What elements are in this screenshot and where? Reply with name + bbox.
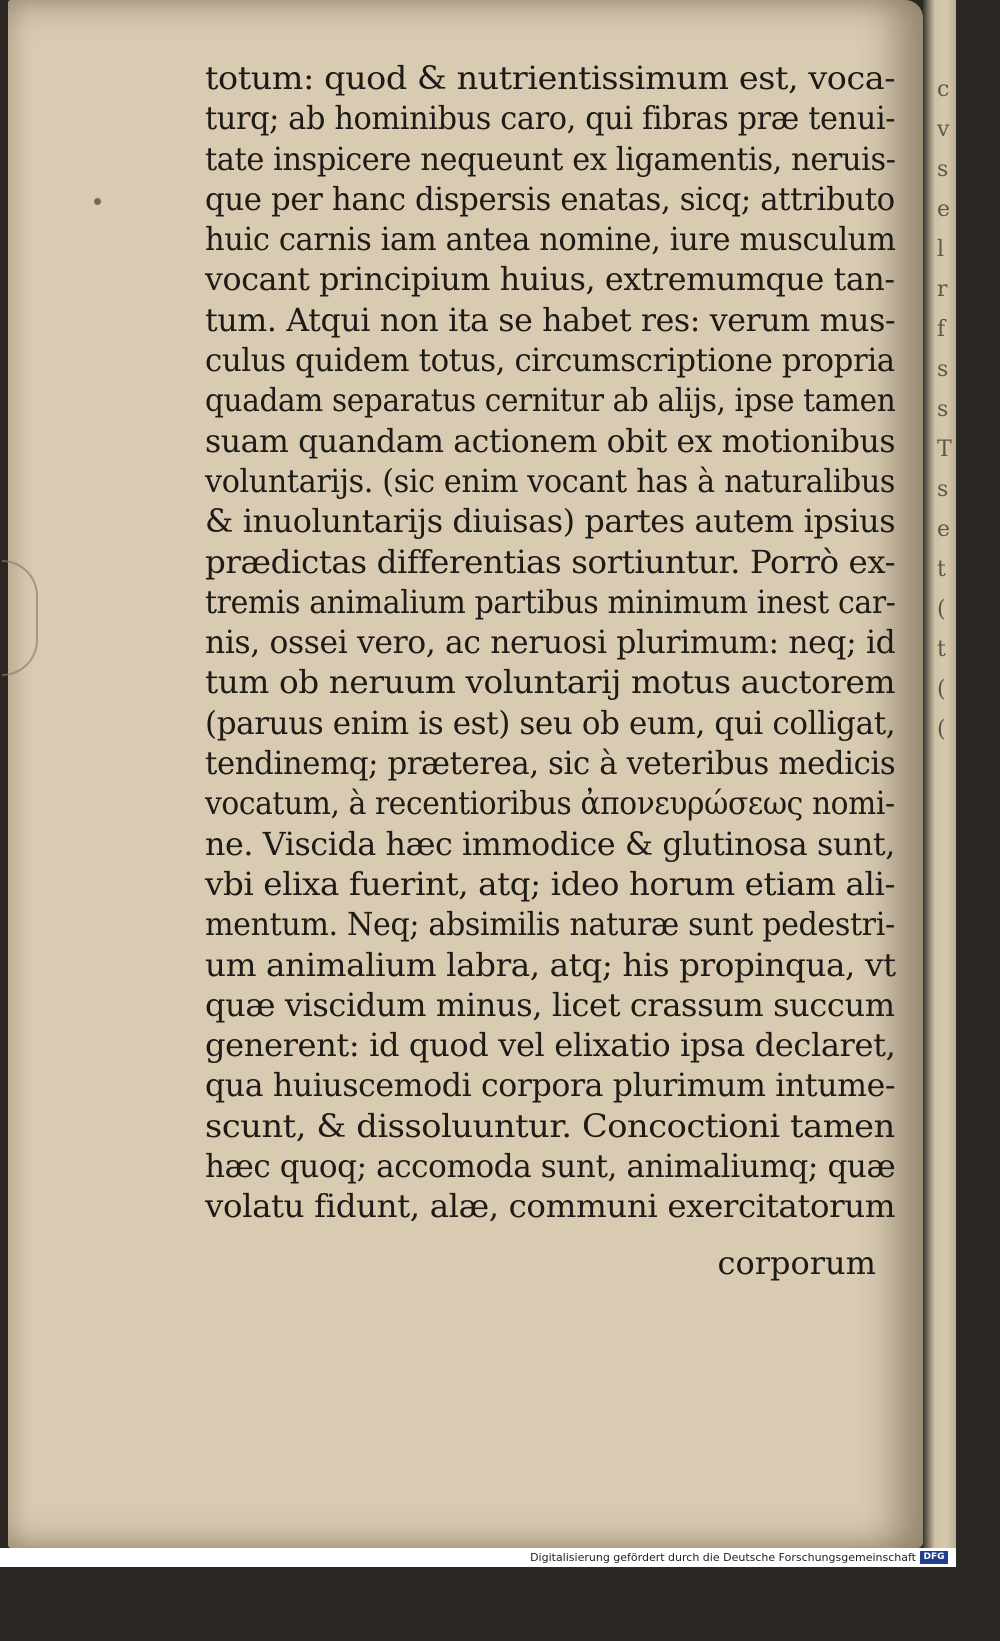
- text-line: hæc quoq; accomoda sunt, animaliumq; quæ: [205, 1147, 896, 1186]
- text-line: tum. Atqui non ita se habet res: verum mus-: [205, 300, 896, 339]
- facing-page-bleed-text: [937, 70, 956, 750]
- bleed-letter: s: [937, 397, 949, 422]
- bleed-letter: r: [937, 277, 948, 302]
- bleed-letter: c: [937, 77, 950, 102]
- text-line: vocant principium huius, extremumque tan-: [205, 260, 895, 299]
- text-line: tremis animalium partibus minimum inest car-: [205, 582, 896, 621]
- bleed-letter: e: [937, 517, 951, 542]
- text-line: que per hanc dispersis enatas, sicq; attributo: [205, 179, 895, 218]
- text-line: culus quidem totus, circumscriptione propria: [205, 341, 895, 380]
- text-line: qua huiuscemodi corpora plurimum intume-: [205, 1066, 896, 1105]
- bleed-letter: f: [937, 317, 946, 342]
- text-line: prædictas differentias sortiuntur. Porrò ex-: [205, 542, 896, 581]
- text-line: generent: id quod vel elixatio ipsa declaret,: [205, 1026, 896, 1065]
- text-line: turq; ab hominibus caro, qui fibras præ tenui-: [205, 99, 896, 138]
- bleed-letter: l: [937, 237, 945, 262]
- text-line: quadam separatus cernitur ab alijs, ipse tamen: [205, 381, 896, 420]
- bleed-letter: t: [937, 557, 946, 582]
- text-line: tendinemq; præterea, sic à veteribus medicis: [205, 744, 896, 783]
- bleed-letter: (: [937, 597, 946, 622]
- ink-spot: [94, 198, 101, 205]
- text-line: mentum. Neq; absimilis naturæ sunt pedestri-: [205, 905, 895, 944]
- bleed-letter: t: [937, 637, 946, 662]
- text-line: vbi elixa fuerint, atq; ideo horum etiam ali-: [205, 864, 896, 903]
- catchword: corporum: [717, 1244, 876, 1282]
- text-line: volatu fidunt, alæ, communi exercitatorum: [205, 1187, 896, 1226]
- dfg-logo: DFG: [920, 1551, 948, 1564]
- text-line: vocatum, à recentioribus ἀπονευρώσεως nomi-: [205, 784, 895, 823]
- text-line: (paruus enim is est) seu ob eum, qui colligat,: [205, 703, 896, 742]
- bleed-letter: (: [937, 677, 946, 702]
- text-line: totum: quod & nutrientissimum est, voca-: [205, 59, 896, 97]
- text-line: ne. Viscida hæc immodice & glutinosa sunt,: [205, 824, 895, 863]
- page-text-block: [205, 58, 895, 1227]
- text-line: um animalium labra, atq; his propinqua, vt: [205, 945, 896, 984]
- bleed-letter: e: [937, 197, 951, 222]
- bleed-letter: v: [937, 117, 950, 142]
- bleed-letter: s: [937, 477, 949, 502]
- footer-credit: Digitalisierung gefördert durch die Deutsche Forschungsgemeinschaft: [530, 1551, 916, 1564]
- text-line: tum ob neruum voluntarij motus auctorem: [205, 663, 896, 702]
- text-line: quæ viscidum minus, licet crassum succum: [205, 985, 895, 1024]
- text-line: nis, ossei vero, ac neruosi plurimum: neq; id: [205, 623, 896, 662]
- text-line: voluntarijs. (sic enim vocant has à naturalibus: [205, 461, 896, 500]
- text-line: & inuoluntarijs diuisas) partes autem ipsius: [205, 502, 896, 541]
- text-line: suam quandam actionem obit ex motionibus: [205, 421, 896, 460]
- page-clip-mark: [2, 560, 38, 676]
- text-line: tate inspicere nequeunt ex ligamentis, neruis-: [205, 139, 896, 178]
- text-line: scunt, & dissoluuntur. Concoctioni tamen: [205, 1106, 895, 1145]
- bleed-letter: T: [937, 437, 952, 462]
- text-line: huic carnis iam antea nomine, iure musculum: [205, 220, 896, 259]
- bleed-letter: s: [937, 157, 949, 182]
- bleed-letter: (: [937, 717, 946, 742]
- bleed-letter: s: [937, 357, 949, 382]
